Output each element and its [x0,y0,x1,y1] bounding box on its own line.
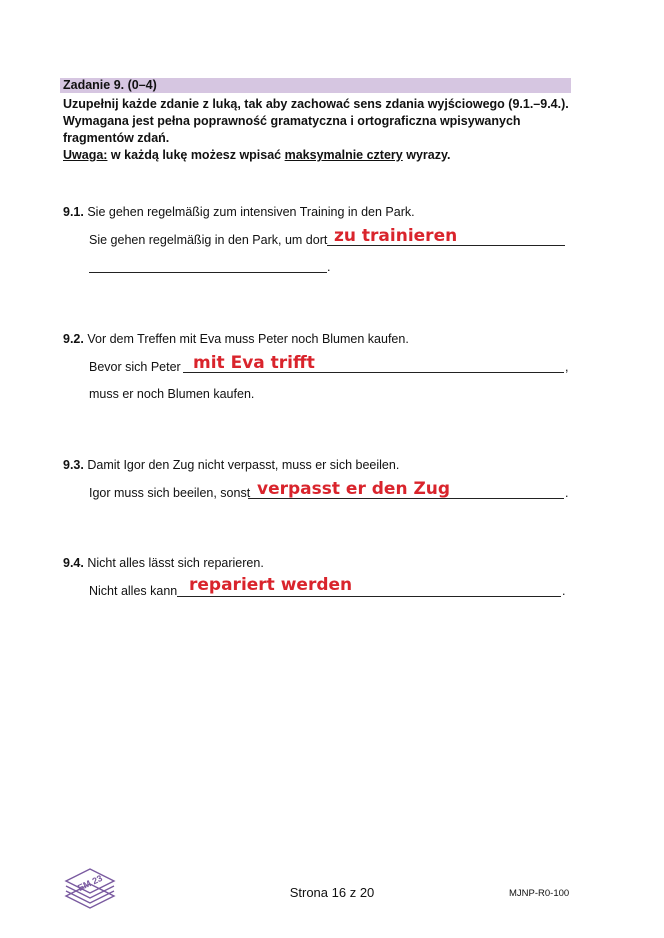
task-title: Zadanie 9. (0–4) [60,78,571,93]
item-source-line [63,457,399,473]
item-source: Sie gehen regelmäßig zum intensiven Training in den Park. [87,205,415,219]
instruction-line-2: Wymagana jest pełna poprawność gramatyczna i ortograficzna wpisywanych [63,114,521,128]
answer-text: zu trainieren [334,226,458,246]
answer-line[interactable] [177,596,561,597]
note-text-before: w każdą lukę możesz wpisać [107,148,285,162]
note-label: Uwaga: [63,148,108,162]
answer-text: mit Eva trifft [193,353,315,373]
item-source: Damit Igor den Zug nicht verpasst, muss er sich beeilen. [87,458,400,472]
item-prompt: Bevor sich Peter [89,360,181,374]
item-number: 9.2. [63,332,84,346]
item-number: 9.3. [63,458,84,472]
sentence-ending: . [327,260,331,274]
item-number: 9.1. [63,205,84,219]
sentence-ending: . [562,584,566,598]
item-source-line [63,555,264,571]
sentence-ending: . [565,486,569,500]
item-number: 9.4. [63,556,84,570]
item-prompt: Igor muss sich beeilen, sonst [89,486,251,500]
item-source-line [63,204,415,220]
note-text-after: wyrazy. [402,148,451,162]
exam-code: MJNP-R0-100 [509,888,570,899]
item-source: Nicht alles lässt sich reparieren. [87,556,264,570]
item-source: Vor dem Treffen mit Eva muss Peter noch Blumen kaufen. [87,332,409,346]
note-line [63,147,450,164]
answer-line-continued[interactable] [89,272,327,273]
note-emphasis: maksymalnie cztery [284,148,403,162]
item-source-line [63,331,409,347]
instruction-line-3: fragmentów zdań. [63,131,170,145]
answer-text: verpasst er den Zug [257,479,451,499]
instruction-line-1: Uzupełnij każde zdanie z luką, tak aby zachować sens zdania wyjściowego (9.1.–9.4.). [63,97,569,111]
item-prompt: Nicht alles kann [89,584,178,598]
page-number: Strona 16 z 20 [289,885,375,900]
answer-text: repariert werden [189,575,353,595]
exam-logo-text: EM 23 [76,872,104,894]
sentence-ending: , [565,360,569,374]
sentence-continuation: muss er noch Blumen kaufen. [89,387,255,401]
item-prompt: Sie gehen regelmäßig in den Park, um dort [89,233,328,247]
